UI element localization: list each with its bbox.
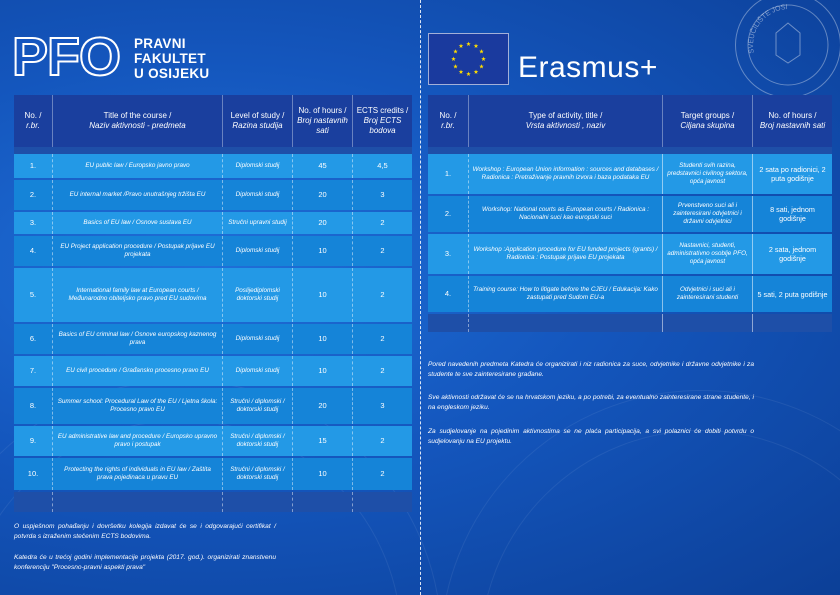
activities-table-header: [428, 95, 832, 147]
target-group: Odvjetnici i suci ali i zainteresirani studenti: [662, 276, 752, 312]
hours-value: 10: [292, 458, 352, 490]
course-title: EU public law / Europsko javno pravo: [52, 154, 222, 178]
hours-value: 20: [292, 388, 352, 424]
row-number: 8.: [29, 401, 37, 410]
course-title: EU Project application procedure / Postupak prijave EU projekata: [52, 236, 222, 266]
col-header-ects: ECTS credits / Broj ECTS bodova: [352, 95, 412, 147]
col-header-hours: No. of hours / Broj nastavnih sati: [752, 95, 832, 147]
course-title: Basics of EU law / Osnove sustava EU: [52, 212, 222, 234]
table-row: [14, 356, 412, 386]
course-title: Protecting the rights of individuals in EU law / Zaštita prava pojedinaca u pravu EU: [52, 458, 222, 490]
study-level: Diplomski studij: [222, 324, 292, 354]
study-level: Stručni / diplomski / doktorski studij: [222, 426, 292, 456]
table-row: [14, 324, 412, 354]
ects-value: 2: [352, 268, 412, 322]
courses-table-header: [14, 95, 412, 147]
course-title: EU administrative law and procedure / Europsko upravno pravo i postupak: [52, 426, 222, 456]
ects-value: 2: [352, 356, 412, 386]
row-number: 3.: [29, 218, 37, 227]
participation-note: Za sudjelovanje na pojedinim aktivnostima se ne plaća participacija, a svi polaznici će dobiti potvrdu o sudjelovanju na EU projektu.: [428, 428, 754, 445]
hours-value: 10: [292, 268, 352, 322]
table-row: [14, 180, 412, 210]
faculty-name-line-1: PRAVNI: [134, 36, 186, 51]
eu-star: [459, 44, 464, 48]
col-header-type: Type of activity, title / Vrsta aktivnosti , naziv: [468, 95, 662, 147]
table-row: [14, 388, 412, 424]
hours-value: 2 sata po radionici, 2 puta godišnje: [752, 154, 832, 194]
table-spacer-row: [428, 314, 832, 332]
hours-value: 10: [292, 324, 352, 354]
col-header-hours: No. of hours / Broj nastavnih sati: [292, 95, 352, 147]
target-group: Studenti svih razina, predstavnici civilnog sektora, opća javnost: [662, 154, 752, 194]
language-note: Sve aktivnosti održavat će se na hrvatskom jeziku, a po potrebi, za eventualno zainteresirane strane studente, i na engleskom jeziku.: [428, 394, 754, 411]
col-header-no: No. / r.br.: [24, 111, 42, 130]
study-level: Stručni upravni studij: [222, 212, 292, 234]
faculty-name: [134, 36, 209, 81]
study-level: Diplomski studij: [222, 180, 292, 210]
table-row: [14, 426, 412, 456]
col-header-target: Target groups / Ciljana skupina: [662, 95, 752, 147]
course-title: EU civil procedure / Građansko procesno pravo EU: [52, 356, 222, 386]
eu-flag-icon: [428, 33, 509, 85]
table-row: [428, 276, 832, 312]
eu-star: [459, 70, 464, 74]
table-row: [14, 236, 412, 266]
row-number: 1.: [29, 161, 37, 170]
eu-star: [453, 49, 458, 53]
table-row: [14, 154, 412, 178]
activity-title: Training course: How to litigate before the CJEU / Edukacija: Kako zastupati pred Sudom EU-a: [468, 276, 662, 312]
activity-title: Workshop :Application procedure for EU funded projects (grants) / Radionica : Postupak prijave EU projekata: [468, 234, 662, 274]
eu-star: [451, 57, 456, 61]
table-spacer-row: [14, 147, 412, 154]
row-number: 6.: [29, 334, 37, 343]
course-title: Summer school: Procedural Law of the EU / Ljetna škola: Procesno pravo EU: [52, 388, 222, 424]
ects-value: 2: [352, 212, 412, 234]
hours-value: 20: [292, 180, 352, 210]
row-number: 5.: [29, 290, 37, 299]
table-spacer-row: [428, 147, 832, 154]
col-header-level: Level of study / Razina studija: [222, 95, 292, 147]
eu-star: [466, 72, 471, 76]
hours-value: 8 sati, jednom godišnje: [752, 196, 832, 232]
study-level: Stručni / diplomski / doktorski studij: [222, 388, 292, 424]
eu-stars: [429, 34, 508, 84]
eu-star: [474, 44, 479, 48]
faculty-name-line-3: U OSIJEKU: [134, 66, 210, 81]
eu-star: [453, 64, 458, 68]
pfo-logo: PFO: [12, 27, 121, 87]
activities-table-body: [428, 147, 832, 333]
hours-value: 2 sata, jednom godišnje: [752, 234, 832, 274]
study-level: Poslijediplomski doktorski studij: [222, 268, 292, 322]
ects-value: 2: [352, 236, 412, 266]
col-header-no: No. / r.br.: [439, 111, 457, 130]
study-level: Diplomski studij: [222, 154, 292, 178]
activity-title: Workshop: National courts as European courts / Radionica : Nacionalni suci kao europski suci: [468, 196, 662, 232]
courses-table-body: [14, 147, 412, 513]
ects-value: 4,5: [352, 154, 412, 178]
row-number: 9.: [29, 436, 37, 445]
erasmus-plus-logo: Erasmus+: [518, 51, 658, 84]
svg-text:SVEUČILIŠTE JOSIPA: [736, 0, 788, 54]
hours-value: 10: [292, 356, 352, 386]
ects-value: 2: [352, 458, 412, 490]
study-level: Diplomski studij: [222, 236, 292, 266]
course-title: Basics of EU criminal law / Osnove europskog kaznenog prava: [52, 324, 222, 354]
eu-star: [479, 64, 484, 68]
row-number: 4.: [29, 246, 37, 255]
hours-value: 20: [292, 212, 352, 234]
eu-star: [466, 42, 471, 46]
eu-star: [479, 49, 484, 53]
table-row: [428, 154, 832, 194]
ects-value: 2: [352, 324, 412, 354]
table-row: [428, 234, 832, 274]
seal-emblem: [736, 0, 840, 97]
workshops-note: Pored navedenih predmeta Katedra će organizirati i niz radionica za suce, odvjetnike i državne odvjetnike i za studente te sve zainteresirane građane.: [428, 361, 754, 378]
table-row: [428, 196, 832, 232]
certificate-note: O uspješnom pohađanju i dovršetku kolegija izdavat će se i odgovarajući certifikat / potvrda s izraženim stečenim ECTS bodovima.: [14, 523, 276, 540]
table-row: [14, 458, 412, 490]
ects-value: 3: [352, 388, 412, 424]
page-fold-line: [420, 0, 421, 595]
table-row: [14, 212, 412, 234]
course-title: International family law at European courts / Međunarodno obiteljsko pravo pred EU sudovima: [52, 268, 222, 322]
faculty-name-line-2: FAKULTET: [134, 51, 206, 66]
row-number: 2.: [444, 209, 452, 218]
hours-value: 10: [292, 236, 352, 266]
row-number: 3.: [444, 249, 452, 258]
row-number: 4.: [444, 289, 452, 298]
hours-value: 45: [292, 154, 352, 178]
eu-star: [474, 70, 479, 74]
eu-star: [481, 57, 486, 61]
table-spacer-row: [14, 492, 412, 512]
study-level: Stručni / diplomski / doktorski studij: [222, 458, 292, 490]
row-number: 1.: [444, 169, 452, 178]
col-header-title: Title of the course / Naziv aktivnosti - predmeta: [52, 95, 222, 147]
study-level: Diplomski studij: [222, 356, 292, 386]
hours-value: 5 sati, 2 puta godišnje: [752, 276, 832, 312]
ects-value: 2: [352, 426, 412, 456]
row-number: 10.: [27, 469, 39, 478]
row-number: 7.: [29, 366, 37, 375]
university-seal: [735, 0, 840, 98]
hours-value: 15: [292, 426, 352, 456]
target-group: Prvenstveno suci ali i zainteresirani odvjetnici i državni odvjetnici: [662, 196, 752, 232]
course-title: EU internal market /Pravo unutrašnjeg tržišta EU: [52, 180, 222, 210]
seal-text: SVEUČILIŠTE JOSI: [748, 4, 788, 54]
table-row: [14, 268, 412, 322]
target-group: Nastavnici, studenti, administrativno osoblje PFO, opća javnost: [662, 234, 752, 274]
activity-title: Workshop : European Union information : sources and databases / Radionica : Pretraživanje pravnih izvora i baza podataka EU: [468, 154, 662, 194]
conference-note: Katedra će u trećoj godini implementacije projekta (2017. god.). organizirati znanstvenu konferenciju "Procesno-pravni aspekti prava": [14, 554, 276, 571]
ects-value: 3: [352, 180, 412, 210]
row-number: 2.: [29, 190, 37, 199]
